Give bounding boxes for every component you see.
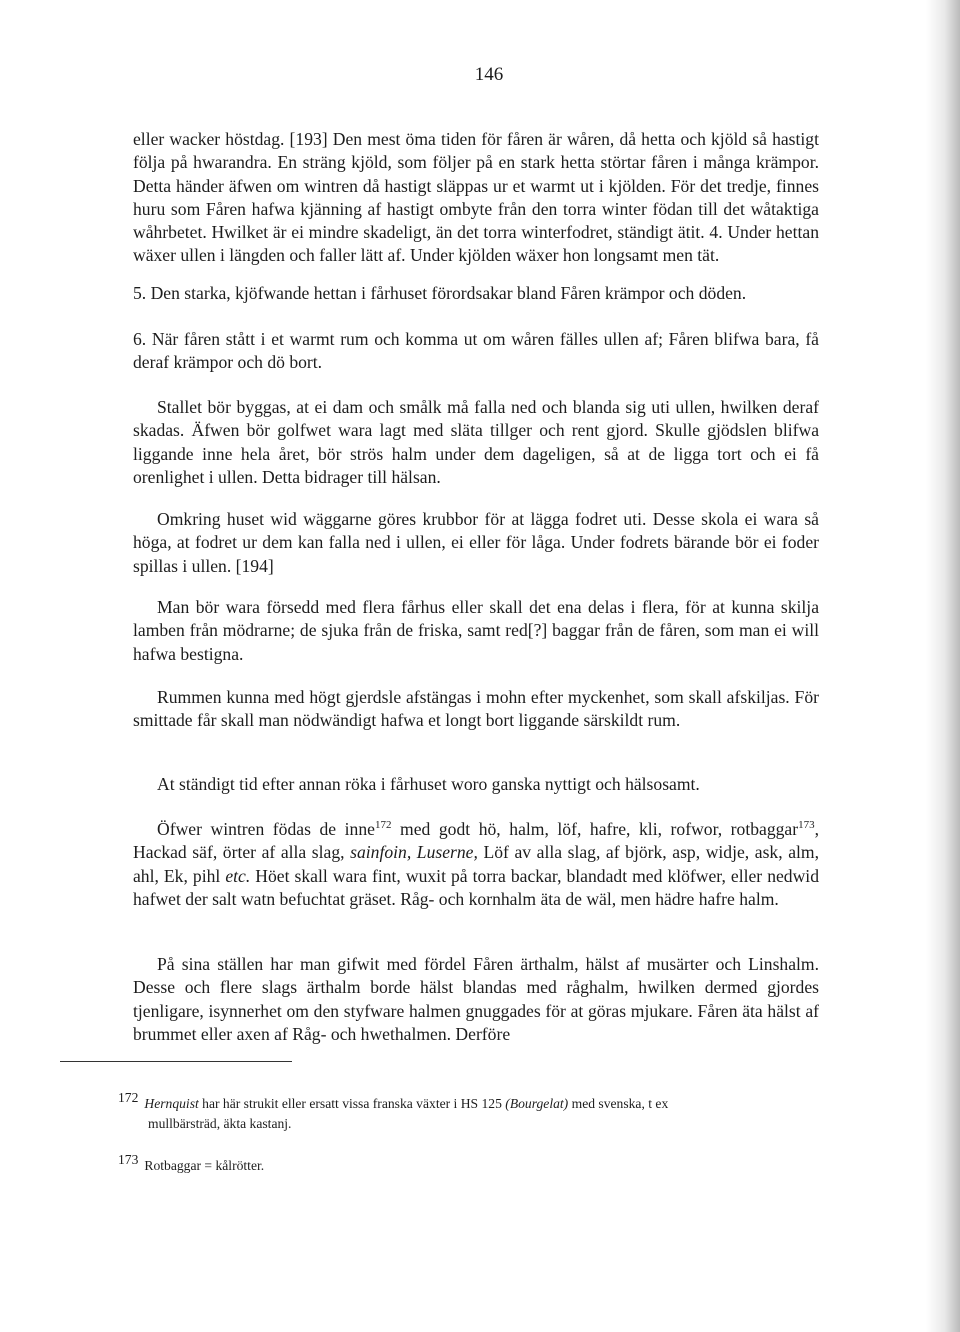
footnote-ref-173: 173 xyxy=(798,819,815,831)
paragraph-3 xyxy=(133,328,819,375)
paragraph-text: På sina ställen har man gifwit med fördel Fåren ärthalm, hälst af musärter och Linshalm. Desse och flere slags ärthalm borde hälst blandas med råghalm, hwilken dermed gjordes tjenligare, isynnerhet om den styfware halmen gnuggades för at göras mjukare. Fåren äta hälst af brummet eller axen af Råg- och hwethalmen. Derföre xyxy=(133,954,819,1044)
footnote-text: har här strukit eller ersatt vissa franska växter i HS 125 xyxy=(198,1096,506,1111)
italic-text: etc. xyxy=(225,865,251,886)
paragraph-7 xyxy=(133,686,819,733)
italic-text: sainfoin, Luserne, xyxy=(350,842,478,863)
footnote-ref-172: 172 xyxy=(374,819,392,831)
paragraph-4 xyxy=(133,396,819,489)
footnote-italic: (Bourgelat) xyxy=(505,1096,569,1111)
text-run: , Hackad säf, örter af alla slag, xyxy=(133,819,820,863)
paragraph-text: Omkring huset wid wäggarne göres krubbor för at lägga fodret uti. Desse skola ei wara så höga, at fodret ur dem kan falla ned i ullen, ei eller för låga. Under fodrets bärande bör ei foder spillas i ullen. [194] xyxy=(133,509,819,576)
page-edge-shadow xyxy=(926,0,960,1332)
paragraph-1 xyxy=(133,128,819,268)
text-run: Öfwer wintren födas de inne xyxy=(157,819,375,839)
paragraph-text: eller wacker höstdag. [193] Den mest öma tiden för fåren är wåren, då hetta och kjöld så hastigt följa på hwarandra. En sträng kjöld, som följer på en stark hetta störtar fåren i många krämpor. Detta händer äfwen om wintren då hastigt släppas ur et warmt ut i kjölden. För det tredje, finnes huru som Fåren hafwa kjänning af hastigt ombyte från den torra winter födan till det wåtaktiga wåhrbetet. Hwilket är ei mindre skadeligt, än det torra winterfodret, ständigt ätit. 4. Under hettan wäxer ullen i längden och faller lätt af. Under kjölden wäxer hon longsamt men tät. xyxy=(133,129,819,266)
paragraph-text: 5. Den starka, kjöfwande hettan i fårhuset förordsakar bland Fåren krämpor och döden. xyxy=(133,283,747,303)
footnote-divider xyxy=(60,1061,292,1062)
paragraph-text: Stallet bör byggas, at ei dam och smålk må falla ned och blanda sig uti ullen, hwilken deraf skadas. Äfwen bör golfwet wara lagt med släta tillger och rent gjord. Skulle gjödslen blifwa liggande inne hela året, bör strös halm under dem dageligen, så at de ligga tort och ei få orenlighet i ullen. Detta bidrager till hälsan. xyxy=(133,397,819,487)
page-number: 146 xyxy=(474,64,504,85)
paragraph-text: At ständigt tid efter annan röka i fårhuset woro ganska nyttigt och hälsosamt. xyxy=(157,774,700,794)
text-run: Löf av alla slag, af björk, asp, widje, ask, alm, ahl, Ek, pihl xyxy=(133,842,819,886)
footnote-number: 172 xyxy=(118,1090,139,1105)
footnote-173 xyxy=(118,1150,818,1176)
footnote-172 xyxy=(118,1088,818,1134)
footnote-italic: Hernquist xyxy=(144,1096,199,1111)
footnote-text: Rotbaggar = kålrötter. xyxy=(144,1158,265,1173)
paragraph-text: Rummen kunna med högt gjerdsle afstängas i mohn efter myckenhet, som skall afskiljas. För smittade får skall man nödwändigt hafwa et longt bort liggande särskildt rum. xyxy=(133,687,819,731)
footnote-number: 173 xyxy=(118,1152,139,1167)
paragraph-5 xyxy=(133,508,819,578)
text-run: med godt hö, halm, löf, hafre, kli, rofwor, rotbaggar xyxy=(391,819,799,839)
paragraph-text: Man bör wara försedd med flera fårhus eller skall det ena delas i flera, för at kunna skilja lamben från mödrarne; de sjuka från de friska, samt red[?] baggar från de fåren, som man ei will hafwa bestigna. xyxy=(133,597,819,664)
paragraph-2 xyxy=(133,282,819,305)
text-run: Höet skall wara fint, wuxit på torra backar, blandadt med klöfwer, eller nedwid hafwet der salt watn befuchtat gräset. Råg- och kornhalm äta de wäl, men hädre hafre halm. xyxy=(133,865,819,909)
footnote-line: mullbärsträd, äkta kastanj. xyxy=(148,1116,292,1131)
footnote-text: med svenska, t ex xyxy=(568,1096,669,1111)
paragraph-6 xyxy=(133,596,819,666)
paragraph-text: 6. När fåren stått i et warmt rum och komma ut om wåren fälles ullen af; Fåren blifwa bara, få deraf krämpor och dö bort. xyxy=(133,329,819,373)
paragraph-8 xyxy=(133,773,819,796)
paragraph-text xyxy=(133,818,819,911)
footnote-line xyxy=(118,1088,818,1114)
paragraph-10 xyxy=(133,953,819,1046)
paragraph-9 xyxy=(133,818,819,911)
